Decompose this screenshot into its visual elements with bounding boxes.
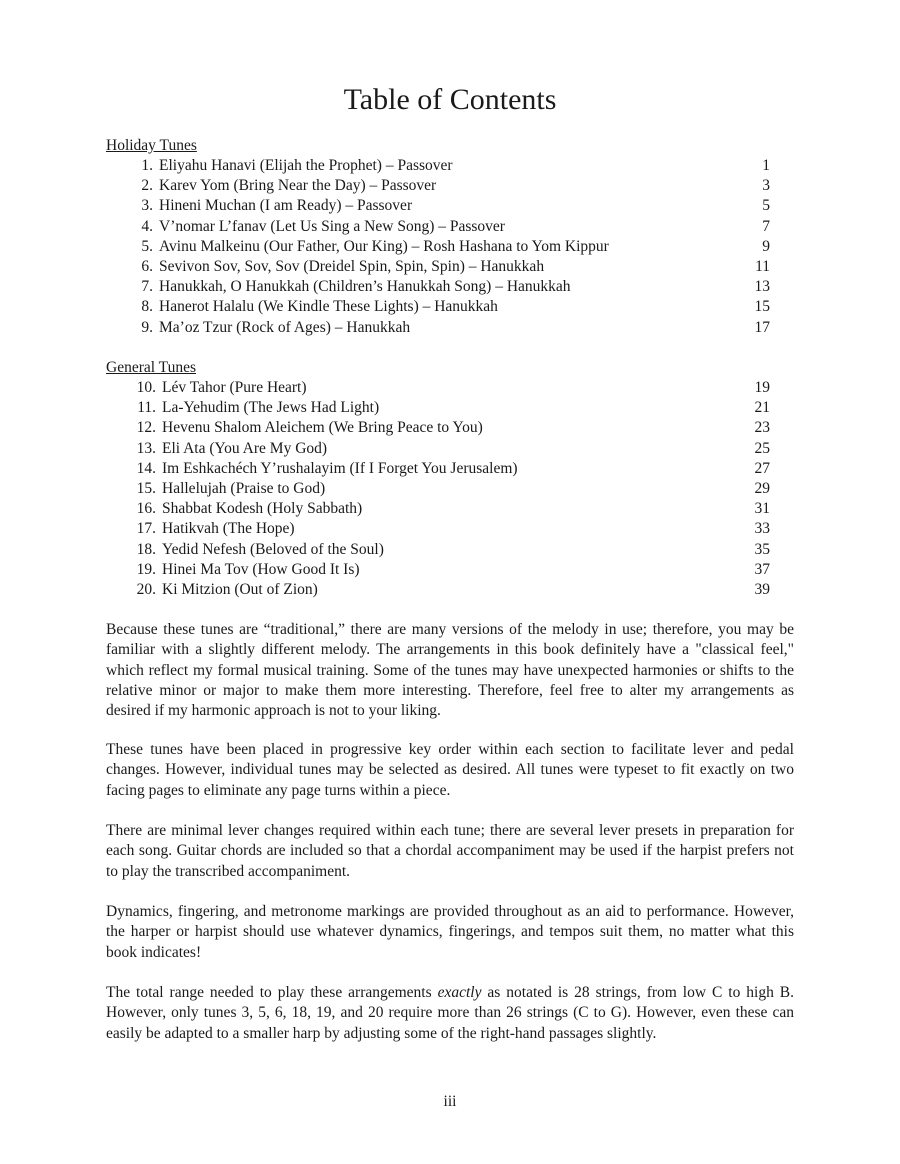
toc-entry-number: 11. (137, 399, 156, 417)
toc-entry-number: 16. (136, 500, 156, 518)
toc-entry-title: Shabbat Kodesh (Holy Sabbath) (162, 500, 363, 518)
toc-entry-title: V’nomar L’fanav (Let Us Sing a New Song) – Passover (159, 217, 505, 235)
toc-entry-number: 4. (141, 217, 153, 235)
toc-entry-number: 14. (136, 459, 156, 477)
range-text-before: The total range needed to play these arrangements (106, 984, 438, 1001)
section-heading-holiday: Holiday Tunes (106, 137, 197, 154)
general-tunes-section (106, 358, 770, 600)
toc-entry-title: Sevivon Sov, Sov, Sov (Dreidel Spin, Spin, Spin) – Hanukkah (159, 257, 545, 275)
toc-entry[interactable] (106, 378, 770, 398)
toc-entry-title: Avinu Malkeinu (Our Father, Our King) – Rosh Hashana to Yom Kippur (159, 237, 609, 255)
toc-entry-title: Ki Mitzion (Out of Zion) (162, 580, 318, 598)
toc-entry-page: 21 (754, 399, 770, 417)
toc-entry-page: 35 (754, 540, 770, 558)
intro-paragraph-range (106, 983, 794, 1044)
toc-entry[interactable] (106, 318, 770, 338)
toc-entry[interactable] (106, 580, 770, 600)
toc-entry[interactable] (106, 196, 770, 216)
toc-entry[interactable] (106, 560, 770, 580)
range-text-after: as notated is 28 strings, from low C to high B. However, only tunes 3, 5, 6, 18, 19, and 20 require more than 26 strings (C to G). However, even these can easily be adapted to a smaller harp by adjusting some of the right-hand passages slightly. (106, 984, 794, 1042)
toc-entry-number: 18. (136, 540, 156, 558)
toc-entry-title: Hinei Ma Tov (How Good It Is) (162, 560, 360, 578)
toc-entry-page: 37 (754, 560, 770, 578)
toc-entry-page: 31 (754, 500, 770, 518)
toc-entry-page: 13 (754, 278, 770, 296)
section-heading-general: General Tunes (106, 359, 196, 376)
intro-paragraph-dynamics: Dynamics, fingering, and metronome markings are provided throughout as an aid to performance. However, the harper or harpist should use whatever dynamics, fingerings, and tempos suit them, no matter what this book indicates! (106, 903, 794, 961)
toc-entry-number: 5. (141, 237, 153, 255)
toc-entry-page: 7 (762, 217, 770, 235)
toc-entry[interactable] (106, 176, 770, 196)
toc-entry-number: 3. (141, 197, 153, 215)
toc-entry[interactable] (106, 237, 770, 257)
toc-entry-number: 6. (141, 257, 153, 275)
intro-paragraph-lever-changes: There are minimal lever changes required within each tune; there are several lever presets in preparation for each song. Guitar chords are included so that a chordal accompaniment may be used if the harpist prefers not to play the transcribed accompaniment. (106, 822, 794, 880)
page-number: iii (443, 1093, 457, 1110)
toc-entry-title: Eliyahu Hanavi (Elijah the Prophet) – Passover (159, 157, 453, 174)
toc-entry-title: Karev Yom (Bring Near the Day) – Passover (159, 177, 437, 195)
toc-entry-title: Yedid Nefesh (Beloved of the Soul) (162, 540, 384, 558)
toc-entry-page: 39 (754, 580, 770, 598)
toc-entry-title: Hevenu Shalom Aleichem (We Bring Peace to You) (162, 419, 483, 437)
toc-entry-title: Eli Ata (You Are My God) (162, 439, 328, 457)
toc-entry-page: 25 (754, 439, 770, 457)
toc-entry[interactable] (106, 519, 770, 539)
toc-entry-title: Hanukkah, O Hanukkah (Children’s Hanukkah Song) – Hanukkah (159, 278, 571, 296)
toc-entry[interactable] (106, 297, 770, 317)
toc-entry-number: 9. (141, 318, 153, 336)
toc-entry-page: 23 (754, 419, 770, 437)
toc-entry-title: Hineni Muchan (I am Ready) – Passover (159, 197, 413, 215)
toc-entry-page: 19 (754, 379, 770, 396)
toc-entry-title: Ma’oz Tzur (Rock of Ages) – Hanukkah (159, 318, 411, 336)
toc-entry-number: 12. (136, 419, 156, 437)
toc-entry-page: 27 (754, 459, 770, 477)
toc-entry[interactable] (106, 156, 770, 176)
toc-entry-number: 1. (141, 157, 153, 174)
intro-paragraph-key-order: These tunes have been placed in progressive key order within each section to facilitate lever and pedal changes. However, individual tunes may be selected as desired. All tunes were typeset to fit exactly on two facing pages to eliminate any page turns within a piece. (106, 741, 794, 799)
range-text-emphasis: exactly (437, 984, 482, 1001)
toc-entry-title: Hatikvah (The Hope) (162, 520, 295, 538)
toc-entry-page: 29 (754, 479, 770, 497)
toc-entry-page: 17 (754, 318, 770, 336)
toc-entry[interactable] (106, 499, 770, 519)
toc-entry-number: 2. (141, 177, 153, 195)
toc-entry-title: La-Yehudim (The Jews Had Light) (162, 399, 380, 417)
toc-entry[interactable] (106, 418, 770, 438)
toc-entry-title: Im Eshkachéch Y’rushalayim (If I Forget You Jerusalem) (162, 459, 518, 477)
toc-entry[interactable] (106, 398, 770, 418)
intro-paragraph-traditional: Because these tunes are “traditional,” there are many versions of the melody in use; therefore, you may be familiar with a slightly different melody. The arrangements in this book definitely have a "classical feel," which reflect my formal musical training. Some of the tunes may have unexpected harmonies or shifts to the relative minor or major to make them more interesting. Therefore, feel free to alter my arrangements as desired if my harmonic approach is not to your liking. (106, 621, 794, 720)
toc-entry[interactable] (106, 217, 770, 237)
toc-entry-page: 5 (762, 197, 770, 215)
toc-entry-number: 10. (136, 379, 156, 396)
toc-entry-page: 11 (755, 257, 770, 275)
toc-entry[interactable] (106, 479, 770, 499)
holiday-tunes-section (106, 136, 770, 338)
toc-entry-title: Hallelujah (Praise to God) (162, 479, 326, 497)
toc-entry-number: 8. (141, 298, 153, 316)
toc-entry-title: Hanerot Halalu (We Kindle These Lights) – Hanukkah (159, 298, 498, 316)
toc-entry-number: 7. (141, 278, 153, 296)
toc-entry-number: 13. (136, 439, 156, 457)
toc-entry[interactable] (106, 540, 770, 560)
toc-entry-page: 9 (762, 237, 770, 255)
toc-entry[interactable] (106, 257, 770, 277)
toc-entry-page: 3 (762, 177, 770, 195)
toc-entry-page: 1 (762, 157, 770, 174)
toc-entry-title: Lév Tahor (Pure Heart) (162, 379, 307, 396)
toc-entry-number: 17. (136, 520, 156, 538)
toc-entry-page: 33 (754, 520, 770, 538)
toc-entry-number: 20. (136, 580, 156, 598)
page-title: Table of Contents (343, 83, 557, 116)
toc-entry-number: 19. (136, 560, 156, 578)
toc-entry-page: 15 (754, 298, 770, 316)
toc-entry[interactable] (106, 459, 770, 479)
toc-entry[interactable] (106, 439, 770, 459)
toc-entry-number: 15. (136, 479, 156, 497)
toc-entry[interactable] (106, 277, 770, 297)
